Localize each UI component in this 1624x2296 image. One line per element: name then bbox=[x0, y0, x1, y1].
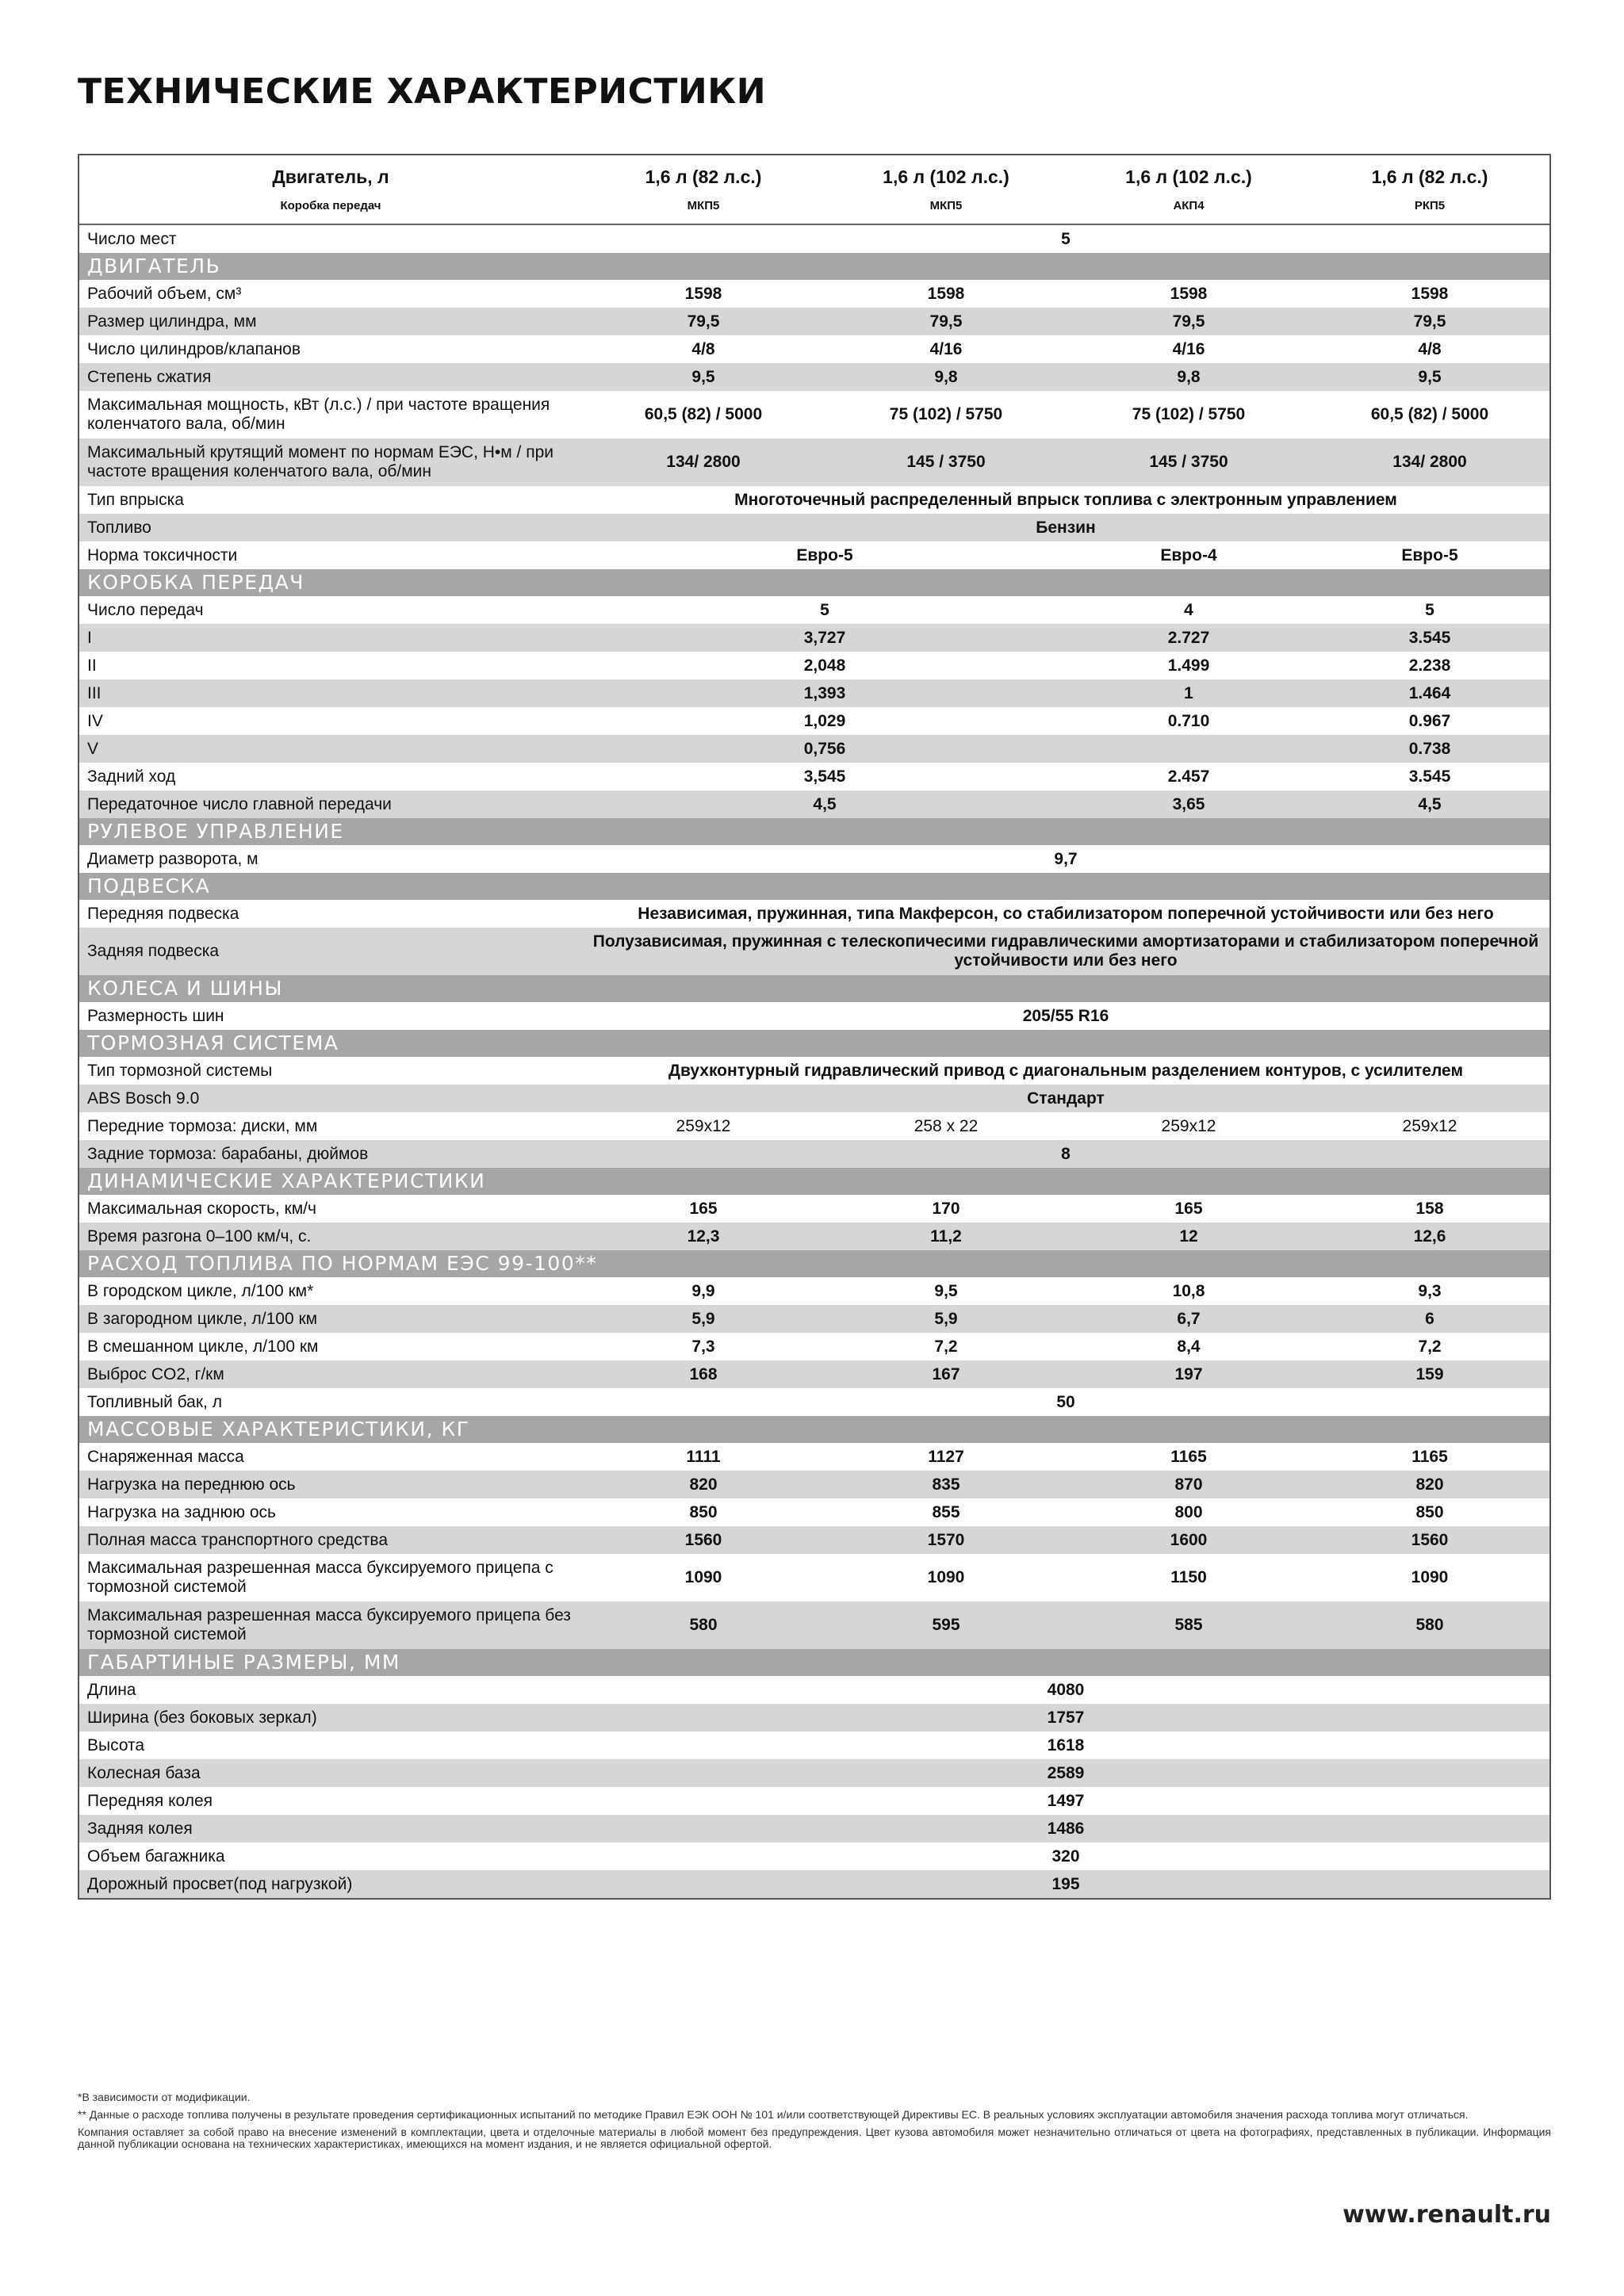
table-row bbox=[79, 763, 1549, 790]
row-label: Объем багажника bbox=[87, 1846, 225, 1866]
engine-label: Двигатель, л bbox=[272, 166, 389, 187]
table-row bbox=[79, 1305, 1549, 1333]
value-cell: 79,5 bbox=[687, 312, 720, 331]
row-label: Число передач bbox=[87, 600, 204, 619]
table-row bbox=[79, 1471, 1549, 1498]
value-cell: 4/16 bbox=[1172, 339, 1205, 358]
value-cell: 60,5 (82) / 5000 bbox=[644, 405, 763, 423]
table-row bbox=[79, 335, 1549, 363]
row-label: Максимальная разрешенная масса буксируемого прицепа без тормозной системой bbox=[87, 1606, 571, 1644]
row-label: В загородном цикле, л/100 км bbox=[87, 1309, 318, 1328]
table-row bbox=[79, 1140, 1549, 1168]
value-cell-merged: 1,029 bbox=[803, 711, 846, 730]
value-cell: 855 bbox=[932, 1502, 960, 1521]
value-cell: 7,2 bbox=[934, 1337, 958, 1356]
value-cell: 134/ 2800 bbox=[1392, 453, 1467, 471]
gearbox-label: Коробка передач bbox=[280, 199, 381, 212]
row-label: Диаметр разворота, м bbox=[87, 849, 259, 868]
value-cell-span: Полузависимая, пружинная с телескопичесими гидравлическими амортизаторами и стабилизатором поперечной устойчивости или без него bbox=[592, 932, 1539, 970]
header-column bbox=[1310, 155, 1549, 224]
value-cell: 9,5 bbox=[1418, 367, 1442, 386]
header-engine: 1,6 л (102 л.с.) bbox=[1125, 166, 1252, 187]
value-cell: 9,8 bbox=[1177, 367, 1201, 386]
value-cell: 4,5 bbox=[1418, 794, 1442, 813]
value-cell-merged: 2,048 bbox=[803, 656, 846, 675]
row-label: Число мест bbox=[87, 229, 177, 248]
value-cell: 0.738 bbox=[1408, 739, 1451, 758]
row-label: Максимальная разрешенная масса буксируемого прицепа с тормозной системой bbox=[87, 1559, 553, 1596]
row-label: II bbox=[87, 656, 97, 675]
section-header: ДИНАМИЧЕСКИЕ ХАРАКТЕРИСТИКИ bbox=[79, 1168, 1549, 1195]
row-label: Высота bbox=[87, 1735, 145, 1755]
value-cell: 145 / 3750 bbox=[906, 453, 986, 471]
row-label: Снаряженная масса bbox=[87, 1447, 244, 1466]
value-cell: 1150 bbox=[1170, 1568, 1207, 1586]
value-cell: 5 bbox=[1425, 600, 1434, 619]
value-cell: 2.238 bbox=[1408, 656, 1451, 675]
table-row bbox=[79, 1732, 1549, 1759]
row-label: Максимальный крутящий момент по нормам ЕЭС, Н•м / при частоте вращения коленчатого вала, об/мин bbox=[87, 443, 554, 480]
value-cell: Евро-5 bbox=[1401, 545, 1458, 564]
row-label: В городском цикле, л/100 км* bbox=[87, 1281, 314, 1300]
header-column bbox=[825, 155, 1067, 224]
value-cell: 1.464 bbox=[1408, 683, 1451, 702]
table-row bbox=[79, 438, 1549, 486]
value-cell: 1598 bbox=[1411, 284, 1449, 303]
footnote: Компания оставляет за собой право на внесение изменений в комплектации, цвета и отделочные материалы в любой момент без предупреждения. Цвет кузова автомобиля может незначительно отличаться от цвета на фотографиях, представленных в публикации. Информация данной публикации основана на технических характеристиках, имеющихся на момент издания, и не является официальной офертой. bbox=[78, 2126, 1551, 2150]
value-cell: 1165 bbox=[1170, 1447, 1207, 1466]
table-header bbox=[79, 155, 1549, 225]
value-cell: 11,2 bbox=[930, 1226, 962, 1246]
spec-table bbox=[78, 154, 1551, 1900]
value-cell: 5,9 bbox=[691, 1309, 715, 1328]
table-row bbox=[79, 1676, 1549, 1704]
value-cell: 820 bbox=[1415, 1475, 1444, 1494]
value-cell-span: 205/55 R16 bbox=[1022, 1006, 1109, 1025]
section-header: РАСХОД ТОПЛИВА ПО НОРМАМ ЕЭС 99-100** bbox=[79, 1250, 1549, 1277]
value-cell: 1570 bbox=[927, 1530, 965, 1549]
value-cell-span: 1757 bbox=[1047, 1708, 1085, 1727]
section-header: КОРОБКА ПЕРЕДАЧ bbox=[79, 569, 1549, 596]
value-cell: 9,5 bbox=[691, 367, 715, 386]
row-label: Топливо bbox=[87, 518, 151, 537]
value-cell-span: 1497 bbox=[1047, 1791, 1085, 1810]
table-row bbox=[79, 1870, 1549, 1898]
footnote: ** Данные о расходе топлива получены в результате проведения сертификационных испытаний по методике Правил ЕЭК ООН № 101 и/или соответствующей Директивы ЕС. В реальных условиях эксплуатации автомобиля значения расхода топлива могут отличаться. bbox=[78, 2108, 1469, 2121]
table-row bbox=[79, 596, 1549, 624]
section-header: РУЛЕВОЕ УПРАВЛЕНИЕ bbox=[79, 818, 1549, 845]
row-label: Размерность шин bbox=[87, 1006, 224, 1025]
value-cell: 158 bbox=[1415, 1199, 1444, 1218]
table-row bbox=[79, 928, 1549, 975]
table-row bbox=[79, 624, 1549, 652]
value-cell: 0.710 bbox=[1167, 711, 1210, 730]
table-row bbox=[79, 363, 1549, 391]
row-label: Передние тормоза: диски, мм bbox=[87, 1116, 318, 1135]
row-label: Дорожный просвет(под нагрузкой) bbox=[87, 1874, 353, 1893]
table-row bbox=[79, 1223, 1549, 1250]
header-column bbox=[582, 155, 825, 224]
value-cell: 585 bbox=[1174, 1616, 1203, 1634]
row-label: Передняя колея bbox=[87, 1791, 213, 1810]
table-row bbox=[79, 1843, 1549, 1870]
header-column bbox=[1067, 155, 1310, 224]
row-label: V bbox=[87, 739, 99, 758]
value-cell: 12,3 bbox=[687, 1226, 720, 1246]
table-row bbox=[79, 225, 1549, 253]
row-label: Число цилиндров/клапанов bbox=[87, 339, 301, 358]
row-label: Нагрузка на заднюю ось bbox=[87, 1502, 276, 1521]
value-cell: 168 bbox=[689, 1364, 718, 1383]
value-cell: 850 bbox=[1415, 1502, 1444, 1521]
row-label: Колесная база bbox=[87, 1763, 201, 1782]
value-cell: 3.545 bbox=[1408, 767, 1451, 786]
value-cell: 580 bbox=[689, 1616, 718, 1634]
value-cell: 9,5 bbox=[934, 1281, 958, 1300]
value-cell-span: 4080 bbox=[1047, 1680, 1085, 1699]
row-label: Ширина (без боковых зеркал) bbox=[87, 1708, 317, 1727]
row-label: Топливный бак, л bbox=[87, 1392, 222, 1411]
value-cell: 165 bbox=[689, 1199, 718, 1218]
value-cell-span: 8 bbox=[1061, 1144, 1071, 1163]
row-label: Размер цилиндра, мм bbox=[87, 312, 257, 331]
table-row bbox=[79, 845, 1549, 873]
value-cell: 165 bbox=[1174, 1199, 1203, 1218]
value-cell-span: 5 bbox=[1061, 229, 1071, 248]
value-cell-merged: 5 bbox=[820, 600, 829, 619]
value-cell: 1598 bbox=[684, 284, 722, 303]
table-row bbox=[79, 541, 1549, 569]
table-row bbox=[79, 514, 1549, 541]
value-cell: 1.499 bbox=[1167, 656, 1210, 675]
value-cell: 595 bbox=[932, 1616, 960, 1634]
value-cell: 4 bbox=[1184, 600, 1193, 619]
row-label: Полная масса транспортного средства bbox=[87, 1530, 388, 1549]
row-label: Задний ход bbox=[87, 767, 176, 786]
section-header: ДВИГАТЕЛЬ bbox=[79, 253, 1549, 280]
row-label: В смешанном цикле, л/100 км bbox=[87, 1337, 319, 1356]
value-cell-span: Независимая, пружинная, типа Макферсон, со стабилизатором поперечной устойчивости или без него bbox=[638, 904, 1494, 923]
header-gearbox: РКП5 bbox=[1414, 199, 1446, 212]
row-label: Степень сжатия bbox=[87, 367, 212, 386]
value-cell-merged: 1,393 bbox=[803, 683, 846, 702]
section-header: КОЛЕСА И ШИНЫ bbox=[79, 975, 1549, 1002]
value-cell: 134/ 2800 bbox=[666, 453, 741, 471]
value-cell: 75 (102) / 5750 bbox=[889, 405, 1003, 423]
value-cell: 1090 bbox=[684, 1568, 722, 1586]
value-cell: 1560 bbox=[684, 1530, 722, 1549]
table-row bbox=[79, 1388, 1549, 1416]
row-label: Рабочий объем, см³ bbox=[87, 284, 242, 303]
value-cell: 1560 bbox=[1411, 1530, 1449, 1549]
table-row bbox=[79, 1815, 1549, 1843]
table-row bbox=[79, 1526, 1549, 1554]
table-row bbox=[79, 1277, 1549, 1305]
header-engine: 1,6 л (82 л.с.) bbox=[645, 166, 762, 187]
value-cell: 4/16 bbox=[929, 339, 963, 358]
row-label: Максимальная мощность, кВт (л.с.) / при частоте вращения коленчатого вала, об/мин bbox=[87, 396, 550, 433]
table-row bbox=[79, 1112, 1549, 1140]
table-row bbox=[79, 1333, 1549, 1360]
table-row bbox=[79, 1498, 1549, 1526]
table-row bbox=[79, 1601, 1549, 1649]
header-gearbox: АКП4 bbox=[1173, 199, 1205, 212]
value-cell: 835 bbox=[932, 1475, 960, 1494]
table-row bbox=[79, 1057, 1549, 1085]
value-cell: 7,3 bbox=[691, 1337, 715, 1356]
website-link[interactable]: www.renault.ru bbox=[1342, 2201, 1551, 2229]
value-cell: 870 bbox=[1174, 1475, 1203, 1494]
table-row bbox=[79, 790, 1549, 818]
value-cell: 1165 bbox=[1411, 1447, 1448, 1466]
value-cell: 258 x 22 bbox=[914, 1116, 979, 1135]
header-gearbox: МКП5 bbox=[687, 199, 720, 212]
value-cell: 6 bbox=[1425, 1309, 1434, 1328]
row-label: Выброс CO2, г/км bbox=[87, 1364, 224, 1383]
table-row bbox=[79, 1085, 1549, 1112]
value-cell-span: 195 bbox=[1051, 1874, 1080, 1893]
table-row bbox=[79, 1554, 1549, 1601]
value-cell: 1 bbox=[1184, 683, 1193, 702]
value-cell: 1111 bbox=[686, 1447, 721, 1466]
footnote: *В зависимости от модификации. bbox=[78, 2091, 251, 2103]
value-cell: 259x12 bbox=[1402, 1116, 1457, 1135]
table-row bbox=[79, 1704, 1549, 1732]
value-cell-span: Бензин bbox=[1036, 518, 1096, 537]
value-cell: 1127 bbox=[928, 1447, 964, 1466]
value-cell: 6,7 bbox=[1177, 1309, 1201, 1328]
value-cell: 10,8 bbox=[1172, 1281, 1205, 1300]
value-cell: 79,5 bbox=[929, 312, 963, 331]
value-cell: 1598 bbox=[1170, 284, 1208, 303]
table-row bbox=[79, 486, 1549, 514]
table-row bbox=[79, 1195, 1549, 1223]
section-header: ТОРМОЗНАЯ СИСТЕМА bbox=[79, 1030, 1549, 1057]
value-cell: 820 bbox=[689, 1475, 718, 1494]
value-cell: 5,9 bbox=[934, 1309, 958, 1328]
row-label: Передняя подвеска bbox=[87, 904, 239, 923]
value-cell: 580 bbox=[1415, 1616, 1444, 1634]
row-label: Время разгона 0–100 км/ч, с. bbox=[87, 1226, 312, 1246]
value-cell: 4/8 bbox=[1418, 339, 1442, 358]
value-cell: 9,9 bbox=[691, 1281, 715, 1300]
header-label-col bbox=[79, 155, 582, 224]
table-row bbox=[79, 1360, 1549, 1388]
section-header: ПОДВЕСКА bbox=[79, 873, 1549, 900]
value-cell: 1600 bbox=[1170, 1530, 1208, 1549]
row-label: Тип тормозной системы bbox=[87, 1061, 273, 1080]
row-label: Нагрузка на переднюю ось bbox=[87, 1475, 296, 1494]
value-cell: 145 / 3750 bbox=[1149, 453, 1228, 471]
row-label: Длина bbox=[87, 1680, 136, 1699]
value-cell: 9,8 bbox=[934, 367, 958, 386]
value-cell: 159 bbox=[1415, 1364, 1444, 1383]
value-cell: 75 (102) / 5750 bbox=[1132, 405, 1246, 423]
row-label: I bbox=[87, 628, 92, 647]
table-row bbox=[79, 900, 1549, 928]
section-header: ГАБАРТИНЫЕ РАЗМЕРЫ, ММ bbox=[79, 1649, 1549, 1676]
row-label: Задняя подвеска bbox=[87, 942, 220, 960]
value-cell: 197 bbox=[1174, 1364, 1203, 1383]
value-cell: 259x12 bbox=[676, 1116, 731, 1135]
value-cell: 3,65 bbox=[1172, 794, 1205, 813]
value-cell: 79,5 bbox=[1172, 312, 1205, 331]
value-cell-span: 320 bbox=[1051, 1846, 1080, 1866]
row-label: Максимальная скорость, км/ч bbox=[87, 1199, 316, 1218]
table-row bbox=[79, 308, 1549, 335]
row-label: IV bbox=[87, 711, 103, 730]
value-cell-merged: 3,727 bbox=[803, 628, 846, 647]
row-label: Тип впрыска bbox=[87, 490, 184, 509]
row-label: Задние тормоза: барабаны, дюймов bbox=[87, 1144, 369, 1163]
value-cell: 0.967 bbox=[1408, 711, 1451, 730]
table-row bbox=[79, 1787, 1549, 1815]
value-cell-span: Многоточечный распределенный впрыск топлива с электронным управлением bbox=[734, 490, 1397, 509]
table-row bbox=[79, 1002, 1549, 1030]
row-label: Задняя колея bbox=[87, 1819, 193, 1838]
value-cell: 259x12 bbox=[1161, 1116, 1216, 1135]
row-label: Норма токсичности bbox=[87, 545, 238, 564]
value-cell-span: 50 bbox=[1056, 1392, 1075, 1411]
value-cell-span: 1618 bbox=[1047, 1735, 1085, 1755]
row-label: III bbox=[87, 683, 102, 702]
page-title: ТЕХНИЧЕСКИЕ ХАРАКТЕРИСТИКИ bbox=[78, 71, 767, 112]
table-body bbox=[79, 225, 1549, 1898]
header-engine: 1,6 л (82 л.с.) bbox=[1371, 166, 1488, 187]
header-gearbox: МКП5 bbox=[929, 199, 963, 212]
table-row bbox=[79, 1443, 1549, 1471]
value-cell: 850 bbox=[689, 1502, 718, 1521]
value-cell: 167 bbox=[932, 1364, 960, 1383]
table-row bbox=[79, 280, 1549, 308]
value-cell: 2.727 bbox=[1167, 628, 1210, 647]
value-cell-span: 1486 bbox=[1047, 1819, 1085, 1838]
value-cell: 1090 bbox=[1411, 1568, 1449, 1586]
table-row bbox=[79, 707, 1549, 735]
header-engine: 1,6 л (102 л.с.) bbox=[883, 166, 1009, 187]
value-cell: 3.545 bbox=[1408, 628, 1451, 647]
value-cell: 12 bbox=[1179, 1226, 1198, 1246]
value-cell: 7,2 bbox=[1418, 1337, 1442, 1356]
section-header: МАССОВЫЕ ХАРАКТЕРИСТИКИ, КГ bbox=[79, 1416, 1549, 1443]
value-cell: 800 bbox=[1174, 1502, 1203, 1521]
value-cell: 1598 bbox=[927, 284, 965, 303]
value-cell-merged: 3,545 bbox=[803, 767, 846, 786]
value-cell: 170 bbox=[932, 1199, 960, 1218]
value-cell: 4/8 bbox=[691, 339, 715, 358]
value-cell-span: 9,7 bbox=[1054, 849, 1078, 868]
table-row bbox=[79, 735, 1549, 763]
value-cell: 12,6 bbox=[1413, 1226, 1446, 1246]
row-label: ABS Bosch 9.0 bbox=[87, 1089, 200, 1108]
value-cell: 79,5 bbox=[1413, 312, 1446, 331]
value-cell-merged: 0,756 bbox=[803, 739, 846, 758]
value-cell-span: Двухконтурный гидравлический привод с диагональным разделением контуров, с усилителем bbox=[668, 1061, 1463, 1080]
table-row bbox=[79, 391, 1549, 438]
value-cell-merged: 4,5 bbox=[813, 794, 837, 813]
value-cell: 9,3 bbox=[1418, 1281, 1442, 1300]
footnotes bbox=[78, 2091, 1551, 2156]
value-cell: 1090 bbox=[927, 1568, 965, 1586]
table-row bbox=[79, 1759, 1549, 1787]
value-cell-span: 2589 bbox=[1047, 1763, 1085, 1782]
value-cell: 60,5 (82) / 5000 bbox=[1370, 405, 1489, 423]
value-cell-merged: Евро-5 bbox=[796, 545, 853, 564]
table-row bbox=[79, 679, 1549, 707]
value-cell: Евро-4 bbox=[1160, 545, 1217, 564]
value-cell-span: Стандарт bbox=[1027, 1089, 1105, 1108]
value-cell: 8,4 bbox=[1177, 1337, 1201, 1356]
value-cell: 2.457 bbox=[1167, 767, 1210, 786]
row-label: Передаточное число главной передачи bbox=[87, 794, 392, 813]
table-row bbox=[79, 652, 1549, 679]
